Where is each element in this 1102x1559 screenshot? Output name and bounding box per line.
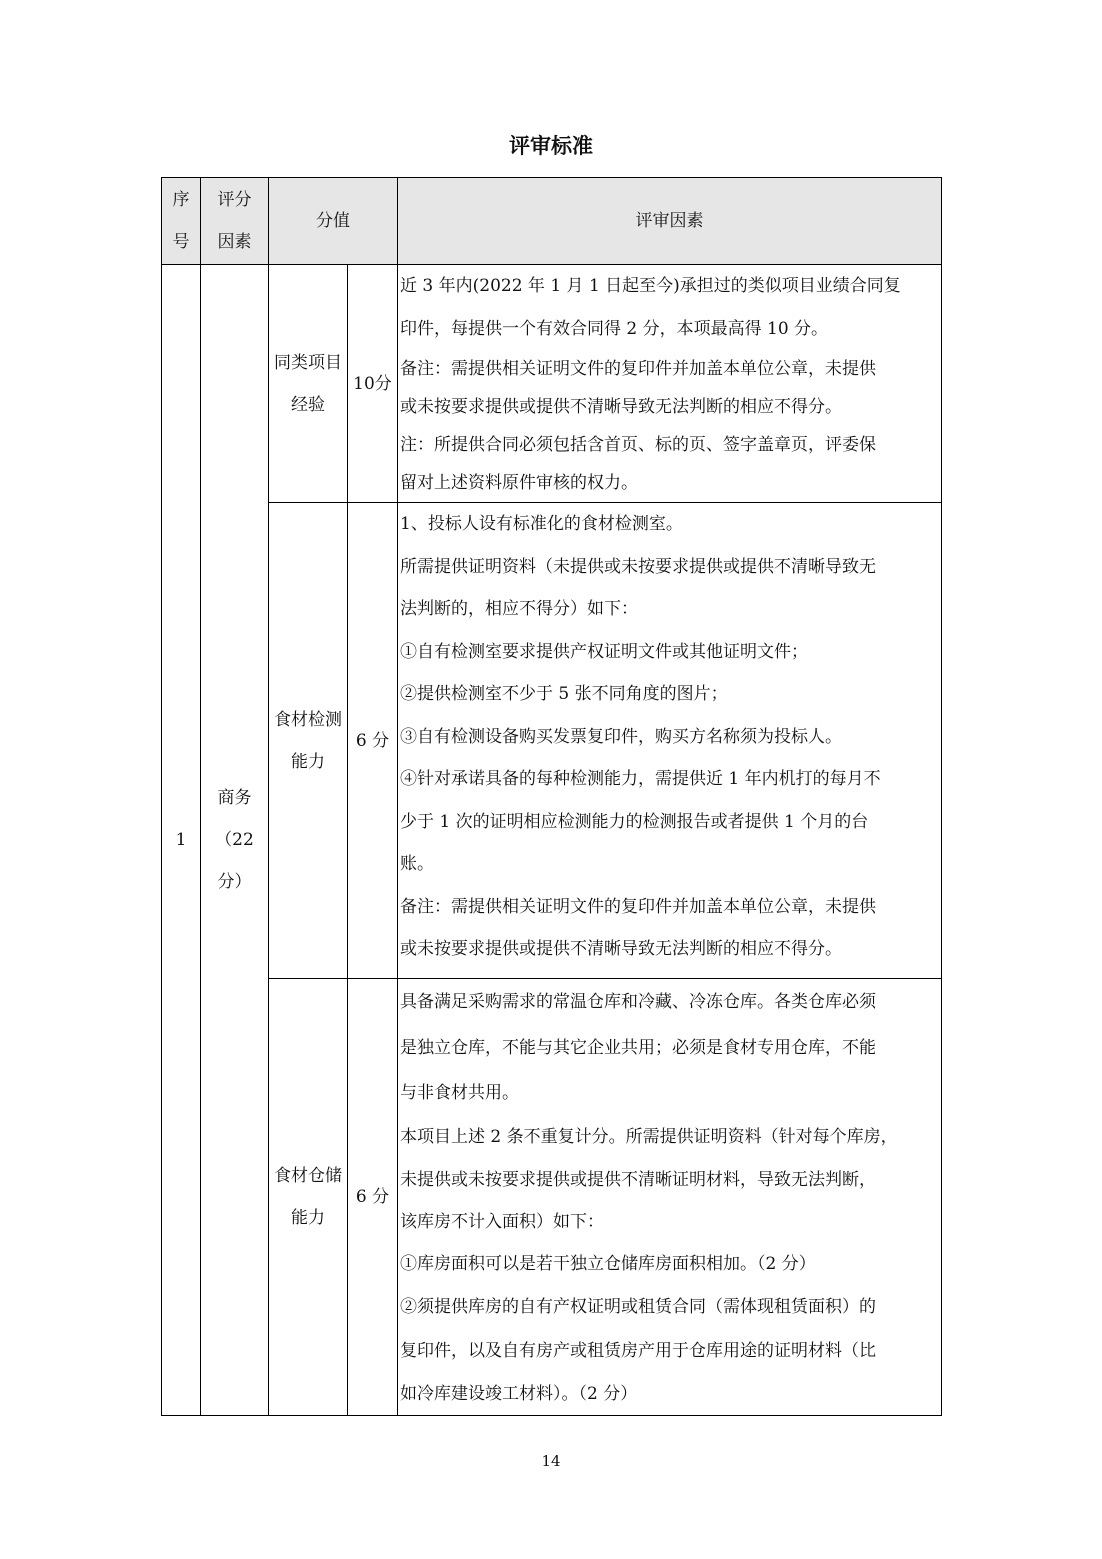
factor-line: 未提供或未按要求提供或提供不清晰证明材料，导致无法判断， <box>400 1170 876 1190</box>
factor-line: 是独立仓库，不能与其它企业共用；必须是食材专用仓库，不能 <box>400 1038 876 1058</box>
header-factor: 评审因素 <box>398 178 942 265</box>
row-name-line: 同类项目 <box>274 352 342 373</box>
header-seq-line: 序 <box>172 190 190 210</box>
header-seq-line: 号 <box>172 232 190 252</box>
table-row <box>162 979 942 1416</box>
header-item-line: 因素 <box>217 232 252 252</box>
page-title: 评审标准 <box>509 134 593 158</box>
header-score: 分值 <box>269 178 398 265</box>
factor-line: 1、投标人设有标准化的食材检测室。 <box>400 514 683 534</box>
section-seq: 1 <box>162 265 201 1416</box>
row-name-line: 能力 <box>291 1208 325 1228</box>
row-score: 6 分 <box>348 979 398 1416</box>
header-seq <box>162 178 201 265</box>
factor-line: 本项目上述 2 条不重复计分。所需提供证明资料（针对每个库房， <box>400 1127 898 1147</box>
factor-line: 或未按要求提供或提供不清晰导致无法判断的相应不得分。 <box>400 397 842 417</box>
header-item-line: 评分 <box>217 190 252 210</box>
factor-line: 或未按要求提供或提供不清晰导致无法判断的相应不得分。 <box>400 939 842 959</box>
factor-line: ④针对承诺具备的每种检测能力，需提供近 1 年内机打的每月不 <box>400 769 881 789</box>
row-name-line: 经验 <box>291 394 325 415</box>
factor-line: 如冷库建设竣工材料）。（2 分） <box>400 1384 638 1404</box>
factor-line: 该库房不计入面积）如下： <box>400 1212 604 1232</box>
row-factor <box>398 265 942 503</box>
factor-line: 账。 <box>400 854 434 874</box>
row-score: 6 分 <box>348 503 398 979</box>
table-row <box>162 503 942 979</box>
factor-line: 所需提供证明资料（未提供或未按要求提供或提供不清晰导致无 <box>400 556 876 577</box>
row-name-line: 能力 <box>291 751 325 772</box>
factor-line: ②须提供库房的自有产权证明或租赁合同（需体现租赁面积）的 <box>400 1297 876 1317</box>
factor-line: ③自有检测设备购买发票复印件，购买方名称须为投标人。 <box>400 726 842 747</box>
row-score: 10分 <box>348 265 398 503</box>
section-item-line: （22 <box>215 830 254 850</box>
row-factor <box>398 979 942 1416</box>
factor-line: 留对上述资料原件审核的权力。 <box>400 473 638 493</box>
row-name-line: 食材仓储 <box>274 1166 342 1186</box>
row-name <box>269 265 348 503</box>
factor-line: ②提供检测室不少于 5 张不同角度的图片； <box>400 684 728 704</box>
section-item-line: 商务 <box>217 788 252 808</box>
scoring-table <box>161 177 942 1416</box>
factor-line: 少于 1 次的证明相应检测能力的检测报告或者提供 1 个月的台 <box>400 811 869 832</box>
section-item <box>201 265 269 1416</box>
factor-line: 与非食材共用。 <box>400 1083 519 1103</box>
header-row <box>162 178 942 265</box>
factor-line: 法判断的，相应不得分）如下： <box>400 599 638 619</box>
page-number: 14 <box>541 1452 561 1470</box>
row-factor <box>398 503 942 979</box>
table-row <box>162 265 942 503</box>
factor-line: 印件，每提供一个有效合同得 2 分，本项最高得 10 分。 <box>400 318 829 339</box>
factor-line: 近 3 年内(2022 年 1 月 1 日起至今)承担过的类似项目业绩合同复 <box>400 276 901 296</box>
header-item <box>201 178 269 265</box>
factor-line: ①自有检测室要求提供产权证明文件或其他证明文件； <box>400 641 808 662</box>
factor-line: ①库房面积可以是若干独立仓储库房面积相加。（2 分） <box>400 1254 816 1274</box>
row-name <box>269 503 348 979</box>
factor-line: 备注：需提供相关证明文件的复印件并加盖本单位公章，未提供 <box>400 896 876 917</box>
factor-line: 备注：需提供相关证明文件的复印件并加盖本单位公章，未提供 <box>400 359 876 379</box>
factor-line: 复印件，以及自有房产或租赁房产用于仓库用途的证明材料（比 <box>400 1341 876 1361</box>
section-item-line: 分） <box>217 872 252 892</box>
factor-line: 注：所提供合同必须包括含首页、标的页、签字盖章页，评委保 <box>400 435 876 455</box>
row-name <box>269 979 348 1416</box>
factor-line: 具备满足采购需求的常温仓库和冷藏、冷冻仓库。各类仓库必须 <box>400 992 876 1012</box>
row-name-line: 食材检测 <box>274 709 342 730</box>
